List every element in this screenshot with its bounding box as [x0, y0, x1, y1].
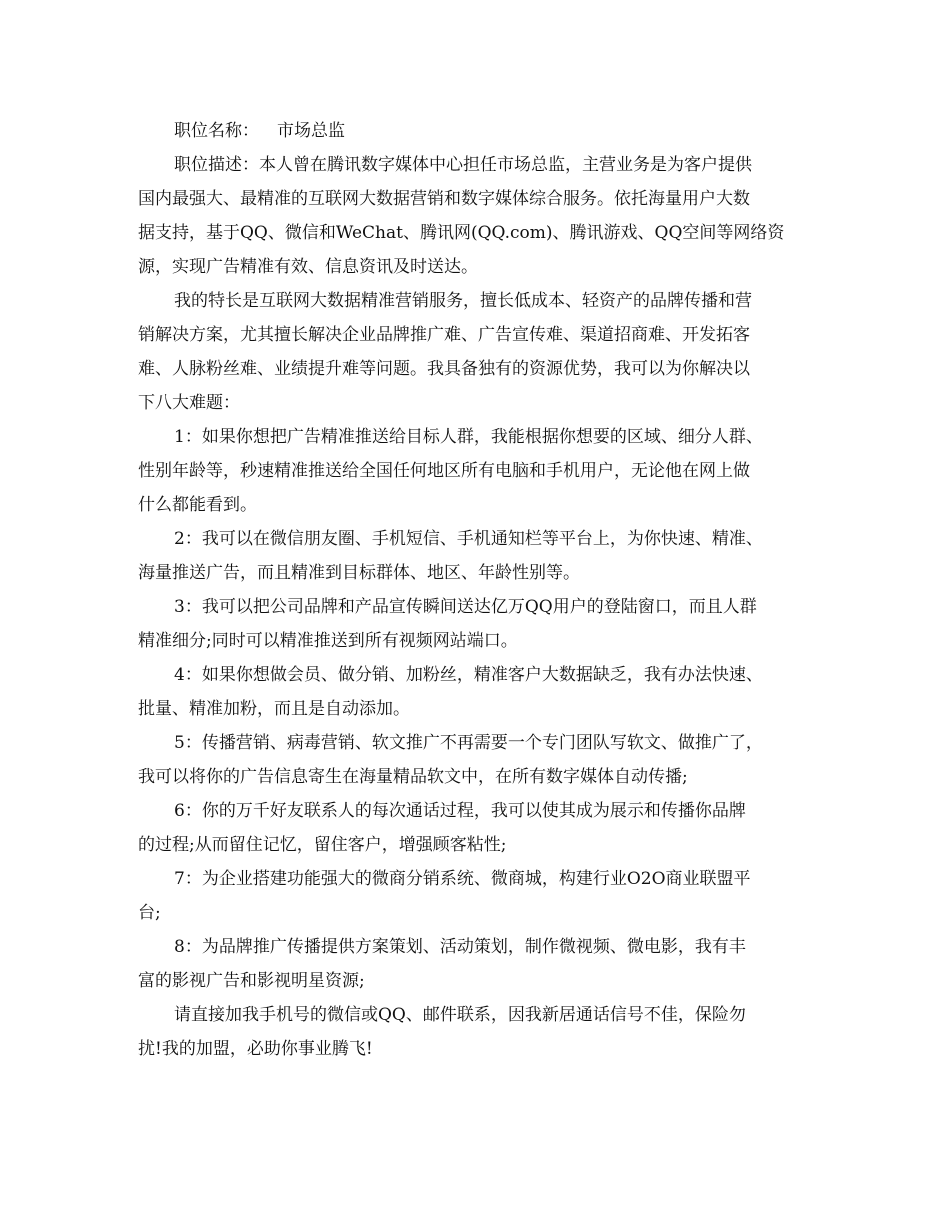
position-title-value: 市场总监 — [277, 121, 345, 141]
document-page — [138, 116, 818, 1068]
list-item-line: 1：如果你想把广告精准推送给目标人群，我能根据你想要的区域、细分人群、 — [174, 427, 763, 447]
list-item-line: 什么都能看到。 — [138, 495, 257, 515]
list-item-line: 富的影视广告和影视明星资源; — [138, 971, 365, 991]
paragraph-line: 国内最强大、最精准的互联网大数据营销和数字媒体综合服务。依托海量用户大数 — [138, 189, 750, 209]
list-item-line: 4：如果你想做会员、做分销、加粉丝，精准客户大数据缺乏，我有办法快速、 — [174, 665, 763, 685]
paragraph-line: 职位描述：本人曾在腾讯数字媒体中心担任市场总监，主营业务是为客户提供 — [174, 155, 752, 175]
list-item-line: 海量推送广告，而且精准到目标群体、地区、年龄性别等。 — [138, 563, 580, 583]
position-title-line — [138, 116, 818, 146]
paragraph-line: 销解决方案，尤其擅长解决企业品牌推广难、广告宣传难、渠道招商难、开发拓客 — [138, 325, 750, 345]
list-item-line: 3：我可以把公司品牌和产品宣传瞬间送达亿万QQ用户的登陆窗口，而且人群 — [174, 597, 757, 617]
paragraph-line: 我的特长是互联网大数据精准营销服务，擅长低成本、轻资产的品牌传播和营 — [174, 291, 752, 311]
paragraph-line: 源，实现广告精准有效、信息资讯及时送达。 — [138, 257, 478, 277]
list-item-line: 台; — [138, 903, 161, 923]
paragraph-line: 下八大难题： — [138, 393, 240, 413]
list-item-line: 2：我可以在微信朋友圈、手机短信、手机通知栏等平台上，为你快速、精准、 — [174, 529, 763, 549]
closing-line: 请直接加我手机号的微信或QQ、邮件联系，因我新居通话信号不佳，保险勿 — [174, 1005, 746, 1025]
position-title-label: 职位名称： — [174, 121, 259, 141]
paragraph-line: 据支持，基于QQ、微信和WeChat、腾讯网(QQ.com)、腾讯游戏、QQ空间等网络资 — [138, 223, 785, 243]
list-item-line: 8：为品牌推广传播提供方案策划、活动策划，制作微视频、微电影，我有丰 — [174, 937, 746, 957]
list-item-line: 批量、精准加粉，而且是自动添加。 — [138, 699, 410, 719]
list-item-line: 6：你的万千好友联系人的每次通话过程，我可以使其成为展示和传播你品牌 — [174, 801, 746, 821]
list-item-line: 性别年龄等，秒速精准推送给全国任何地区所有电脑和手机用户，无论他在网上做 — [138, 461, 750, 481]
list-item-line: 7：为企业搭建功能强大的微商分销系统、微商城，构建行业O2O商业联盟平 — [174, 869, 751, 889]
list-item-line: 我可以将你的广告信息寄生在海量精品软文中，在所有数字媒体自动传播; — [138, 767, 688, 787]
list-item-line: 精准细分;同时可以精准推送到所有视频网站端口。 — [138, 631, 518, 651]
closing-line: 扰!我的加盟，必助你事业腾飞! — [138, 1039, 373, 1059]
list-item-line: 5：传播营销、病毒营销、软文推广不再需要一个专门团队写软文、做推广了， — [174, 733, 763, 753]
list-item-line: 的过程;从而留住记忆，留住客户，增强顾客粘性; — [138, 835, 507, 855]
paragraph-line: 难、人脉粉丝难、业绩提升难等问题。我具备独有的资源优势，我可以为你解决以 — [138, 359, 750, 379]
